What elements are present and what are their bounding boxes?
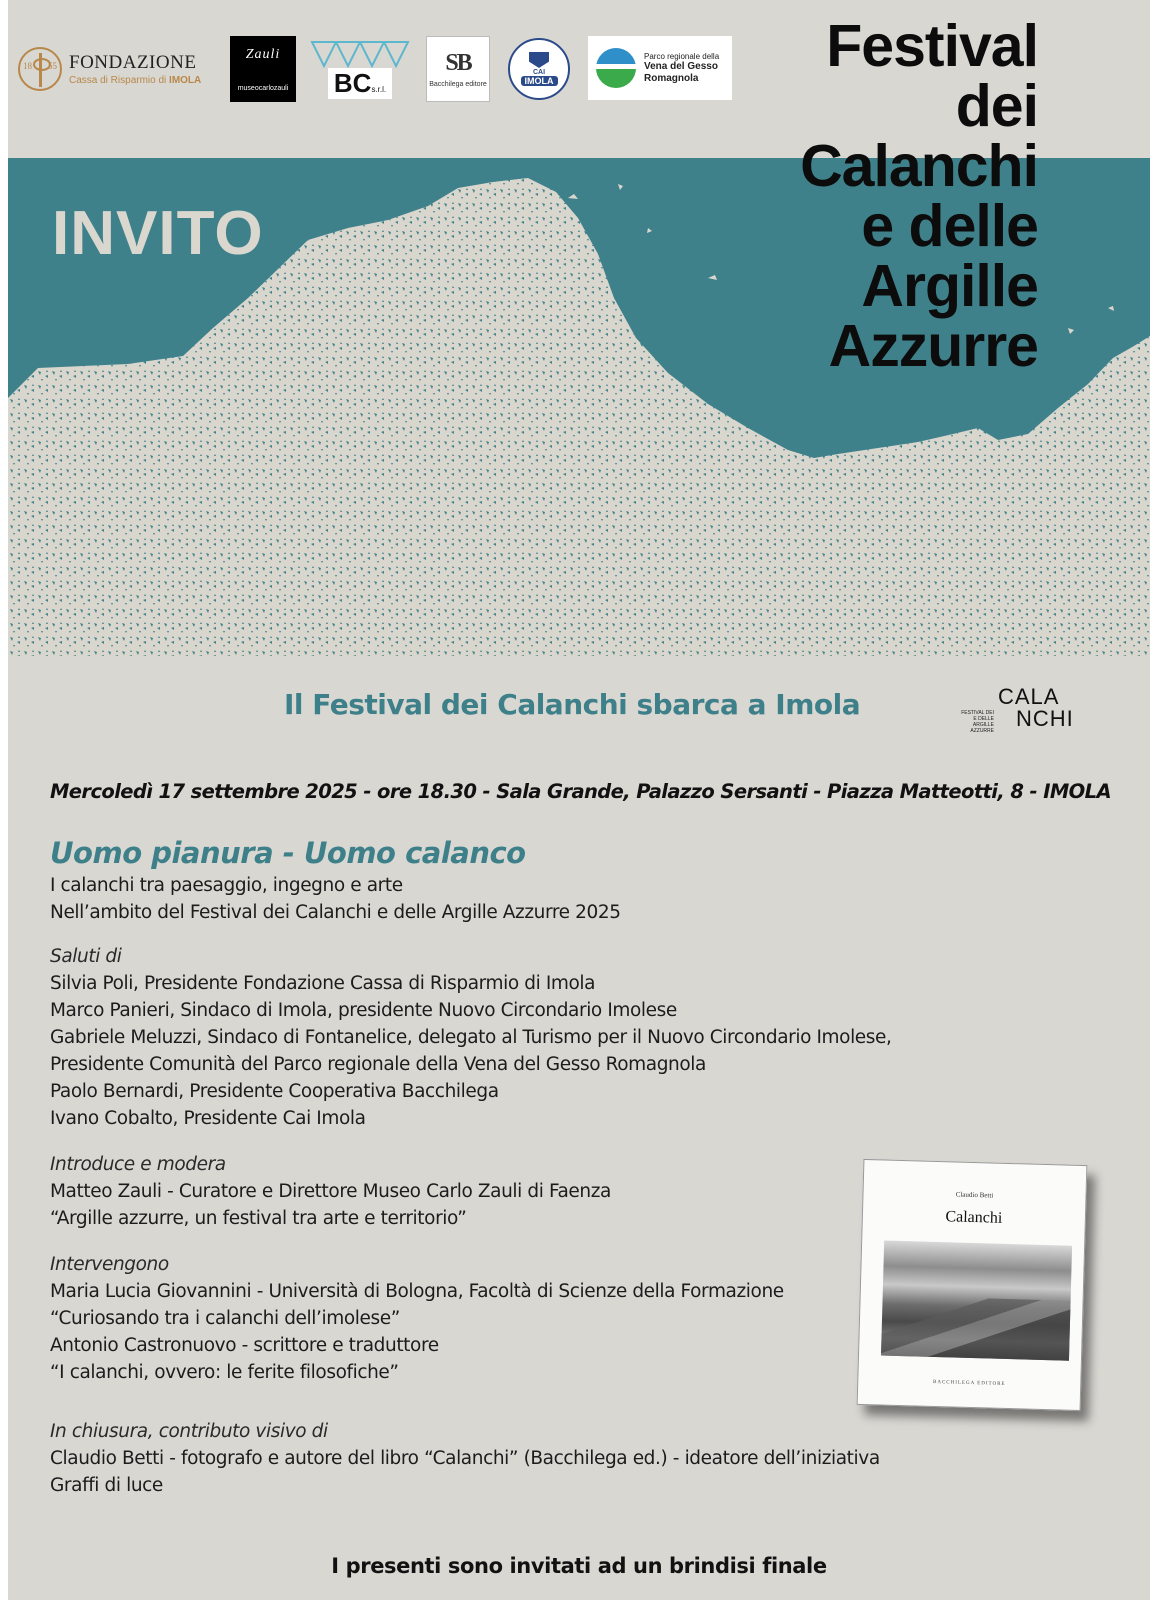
- book-cover-image: [857, 1159, 1088, 1411]
- book-publisher: BACCHILEGA EDITORE: [932, 1379, 1006, 1387]
- intervengono-section: Intervengono Maria Lucia Giovannini - Università di Bologna, Facoltà di Scienze della Formazione “Curiosando tra i calanchi dell’imolese” Antonio Castronuovo - scrittore e traduttore “I calanchi, ovvero: le ferite filosofiche”: [50, 1251, 784, 1386]
- cai-imola-logo: CAI IMOLA: [506, 36, 572, 102]
- museo-zauli-logo: Zauli museocarlozauli: [230, 36, 296, 102]
- bacchilega-logo: SB Bacchilega editore: [426, 36, 490, 102]
- bc-logo: [308, 36, 412, 102]
- fondazione-logo: [18, 36, 218, 102]
- fondazione-subtitle: Cassa di Risparmio di IMOLA: [69, 75, 202, 86]
- festival-subtitle: Il Festival dei Calanchi sbarca a Imola: [284, 688, 861, 721]
- introduce-label: Introduce e modera: [50, 1154, 226, 1175]
- event-title: Uomo pianura - Uomo calanco: [50, 836, 526, 870]
- parco-landscape-icon: [596, 48, 636, 88]
- chiusura-label: In chiusura, contributo visivo di: [50, 1421, 328, 1442]
- invito-heading: INVITO: [52, 199, 264, 268]
- event-dateline: Mercoledì 17 settembre 2025 - ore 18.30 - Sala Grande, Palazzo Sersanti - Piazza Matteotti, 8 - IMOLA: [50, 780, 1111, 803]
- event-description: I calanchi tra paesaggio, ingegno e arte Nell’ambito del Festival dei Calanchi e delle Argille Azzurre 2025: [50, 875, 621, 923]
- fondazione-title: FONDAZIONE: [69, 52, 197, 73]
- parco-vena-gesso-logo: Parco regionale della Vena del Gesso Romagnola: [588, 36, 732, 100]
- bc-text: BCs.r.l.: [328, 68, 392, 99]
- closing-note: I presenti sono invitati ad un brindisi finale: [331, 1554, 827, 1578]
- intervengono-label: Intervengono: [50, 1254, 169, 1275]
- saluti-section: Saluti di Silvia Poli, Presidente Fondazione Cassa di Risparmio di Imola Marco Panieri, Sindaco di Imola, presidente Nuovo Circondario Imolese Gabriele Meluzzi, Sindaco di Fontanelice, delegato al Turismo per il Nuovo Circondario Imolese, Presidente Comunità del Parco regionale della Vena del Gesso Romagnola Paolo Bernardi, Presidente Cooperativa Bacchilega Ivano Cobalto, Presidente Cai Imola: [50, 943, 892, 1132]
- invitation-page: [8, 0, 1150, 1600]
- book-title: Calanchi: [945, 1208, 1003, 1227]
- saluti-label: Saluti di: [50, 946, 122, 967]
- book-author: Claudio Betti: [955, 1190, 994, 1200]
- festival-title: Festival dei Calanchi e delle Argille Azzurre: [800, 13, 1038, 379]
- cai-shield-icon: [529, 52, 549, 68]
- introduce-section: Introduce e modera Matteo Zauli - Curatore e Direttore Museo Carlo Zauli di Faenza “Argille azzurre, un festival tra arte e territorio”: [50, 1151, 611, 1232]
- fondazione-seal-icon: 18 55: [18, 47, 62, 91]
- calanchi-festival-logo: FESTIVAL DEI E DELLE ARGILLE AZZURRE CALA NCHI: [961, 684, 1074, 734]
- book-landscape-photo: [881, 1241, 1072, 1361]
- chiusura-section: In chiusura, contributo visivo di Claudio Betti - fotografo e autore del libro “Calanchi” (Bacchilega ed.) - ideatore dell’iniziativa Graffi di luce: [50, 1418, 880, 1499]
